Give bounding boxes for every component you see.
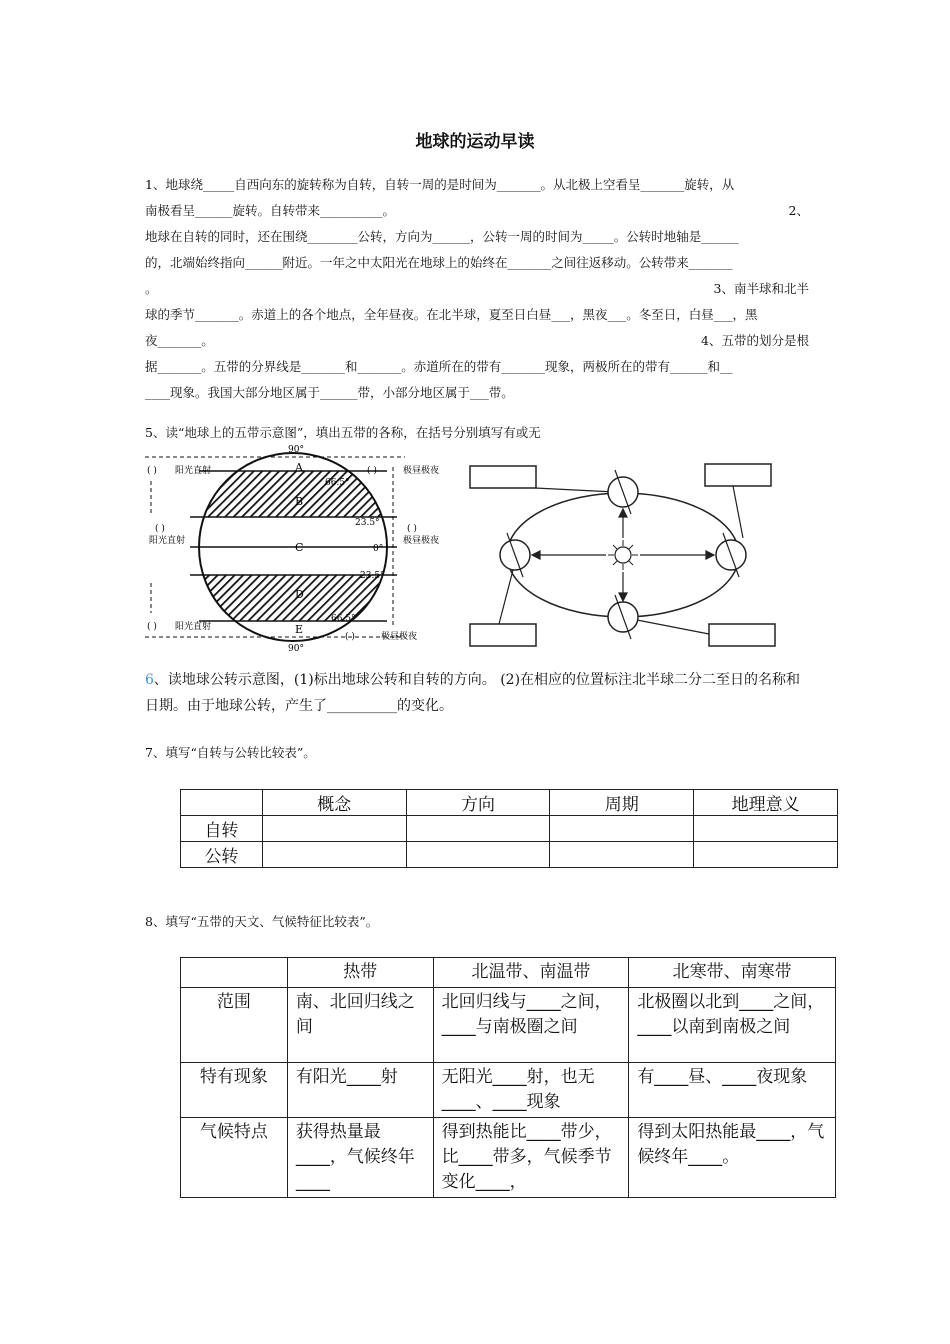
question-6	[145, 667, 809, 719]
table1-cell[interactable]	[262, 816, 406, 842]
table2-corner	[181, 958, 288, 988]
question-8: 8、填写“五带的天文、气候特征比较表”。	[145, 914, 379, 929]
zone-d-label: D	[295, 588, 304, 601]
paragraph-line	[145, 276, 809, 302]
paragraph-line	[145, 172, 809, 198]
paragraph-text: 。	[145, 281, 158, 296]
paragraph-line	[145, 328, 809, 354]
question-7: 7、填写“自转与公转比较表”。	[145, 745, 316, 760]
paragraph-text: 4、五带的划分是根	[701, 333, 809, 348]
table1-cell[interactable]	[406, 842, 550, 868]
paragraph-text: 夜_______。	[145, 333, 214, 348]
paragraph-text: 南极看呈______旋转。自转带来__________。	[145, 203, 396, 218]
table1-cell[interactable]	[694, 816, 838, 842]
paragraph-text: 据_______。五带的分界线是_______和_______。赤道所在的带有_______现象，两极所在的带有______和__	[145, 359, 733, 374]
zone-c-label: C	[295, 541, 304, 554]
table2-cell: 北回归线与____之间，____与南极圈之间	[433, 988, 629, 1063]
question-6-number: 6	[145, 672, 154, 688]
lat-23-south: 23.5°	[360, 571, 385, 581]
north-temperate-hatch	[185, 471, 405, 517]
table1-cell[interactable]	[262, 842, 406, 868]
paragraph-line	[145, 224, 809, 250]
paragraph-text: 1、地球绕_____自西向东的旋转称为自转，自转一周的是时间为_______。从北极上空看呈_______旋转，从	[145, 177, 735, 192]
paren-2: ( )	[155, 524, 165, 534]
answer-box-top-right	[705, 464, 771, 486]
paragraph-text: 的，北端始终指向______附近。一年之中太阳光在地球上的始终在_______之间往返移动。公转带来_______	[145, 255, 733, 270]
bottom-angle-label: 90°	[288, 644, 304, 653]
table1-header-meaning: 地理意义	[694, 790, 838, 816]
table2-header-tropical: 热带	[287, 958, 433, 988]
table2-row-climate: 气候特点	[181, 1118, 288, 1198]
paragraph-line	[145, 302, 809, 328]
paragraph-line	[145, 250, 809, 276]
polar-2: 极昼极夜	[403, 536, 440, 546]
paren-1: ( )	[147, 466, 157, 476]
paren-4: ( )	[367, 466, 377, 476]
lat-23-north: 23.5°	[355, 518, 380, 528]
paragraph-text: 地球在自转的同时，还在围绕________公转，方向为______，公转一周的时间为_____。公转时地轴是______	[145, 229, 739, 244]
page-title: 地球的运动早读	[415, 132, 535, 152]
direct-sun-2: 阳光直射	[149, 536, 186, 546]
table2-row-phenomena: 特有现象	[181, 1063, 288, 1118]
lat-0: 0°	[373, 544, 384, 554]
table1-header-direction: 方向	[406, 790, 550, 816]
paragraph-text: 3、南半球和北半	[713, 281, 809, 296]
paren-3: ( )	[147, 622, 157, 632]
table1-row-rotation: 自转	[181, 816, 263, 842]
direct-sun-1: 阳光直射	[175, 466, 212, 476]
sun	[615, 547, 631, 563]
paragraph-line	[145, 380, 809, 406]
table2-cell: 得到热能比____带少，比____带多，气候季节变化____，	[433, 1118, 629, 1198]
zone-b-label: B	[295, 495, 304, 508]
table1-cell[interactable]	[550, 816, 694, 842]
table2-cell: 南、北回归线之间	[287, 988, 433, 1063]
polar-3: 极昼极夜	[381, 632, 418, 642]
polar-1: 极昼极夜	[403, 466, 440, 476]
table2-cell: 得到太阳热能最____，气候终年____。	[629, 1118, 836, 1198]
top-angle-label: 90°	[288, 445, 304, 455]
five-zones-table	[180, 957, 836, 1198]
question-6-text: 、读地球公转示意图，(1)标出地球公转和自转的方向。 (2)在相应的位置标注北半球二分二至日的名称和日期。由于地球公转，产生了__________的变化。	[145, 672, 801, 714]
table1-corner	[181, 790, 263, 816]
questions-1-4	[145, 172, 809, 406]
table2-row-range: 范围	[181, 988, 288, 1063]
table1-header-concept: 概念	[262, 790, 406, 816]
lat-66-south: 66.5°	[331, 614, 356, 624]
revolution-figure	[465, 452, 805, 652]
lat-66-north: 66.5°	[325, 478, 350, 488]
paren-5: ( )	[407, 524, 417, 534]
paragraph-line	[145, 354, 809, 380]
paragraph-text: ____现象。我国大部分地区属于______带，小部分地区属于___带。	[145, 385, 514, 400]
question-5: 5、读“地球上的五带示意图”，填出五带的各称，在括号分别填写有或无	[145, 425, 541, 440]
answer-box-bottom-right	[709, 624, 775, 646]
table1-header-period: 周期	[550, 790, 694, 816]
table2-cell: 北极圈以北到____之间，____以南到南极之间	[629, 988, 836, 1063]
table2-header-temperate: 北温带、南温带	[433, 958, 629, 988]
table1-cell[interactable]	[550, 842, 694, 868]
table1-cell[interactable]	[406, 816, 550, 842]
table2-header-frigid: 北寒带、南寒带	[629, 958, 836, 988]
paragraph-text: 球的季节_______。赤道上的各个地点，全年昼夜。在北半球，夏至日白昼___，黑夜___。冬至日，白昼___，黑	[145, 307, 758, 322]
paragraph-line	[145, 198, 809, 224]
table1-row-revolution: 公转	[181, 842, 263, 868]
zone-e-label: E	[295, 623, 304, 636]
table2-cell: 有阳光____射	[287, 1063, 433, 1118]
table2-cell: 无阳光____射，也无____、____现象	[433, 1063, 629, 1118]
paragraph-text: 2、	[788, 203, 809, 218]
table2-cell: 获得热量最____，气候终年____	[287, 1118, 433, 1198]
direct-sun-3: 阳光直射	[175, 622, 212, 632]
table2-cell: 有____昼、____夜现象	[629, 1063, 836, 1118]
rotation-revolution-table	[180, 789, 838, 868]
five-zones-figure	[145, 443, 465, 653]
answer-box-bottom-left	[470, 624, 536, 646]
zone-a-label: A	[295, 461, 303, 474]
answer-box-top-left	[470, 466, 536, 488]
table1-cell[interactable]	[694, 842, 838, 868]
paren-6: ( )	[345, 632, 355, 642]
